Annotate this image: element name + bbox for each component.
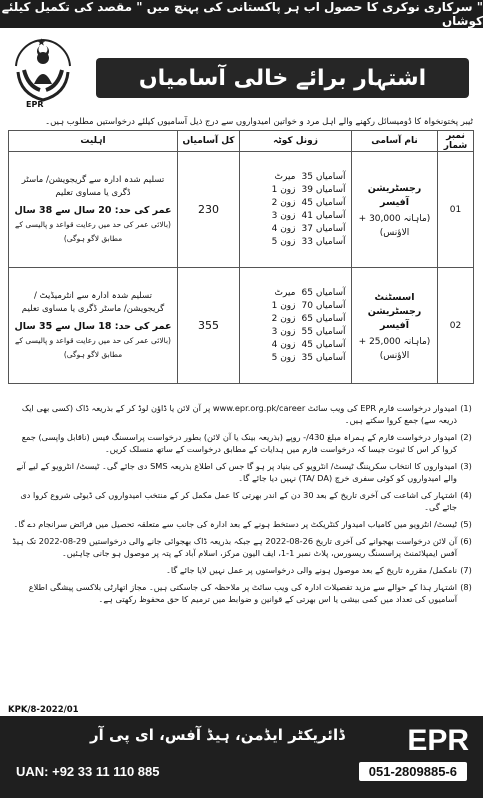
list-item: (1) امیدوار درخواست فارم EPR کی ویب سائٹ www.epr.org.pk/career پر آن لائن یا ڈاؤن لوڈ کر کے بذریعہ ڈاک (کسی بھی ایک ذریعہ سے) جمع کروا سکتے ہیں۔	[21, 403, 472, 425]
list-item: (3) امیدواروں کا انتخاب سکریننگ ٹیسٹ/ انٹرویو کی بنیاد پر ہو گا جس کی اطلاع بذریعہ SMS دی جائے گی۔ ٹیسٹ/ انٹرویو کے لیے آنے والے امیدواروں کو کوئی سفری خرچ (TA/ DA) نہیں دیا جائے گا۔	[16, 461, 472, 483]
row-zonal-quota	[240, 268, 352, 384]
post-salary: (ماہانہ 25,000 +	[358, 336, 431, 347]
row-eligibility	[9, 268, 178, 384]
instructions-list	[8, 402, 475, 610]
footer-address: ڈائریکٹر ایڈمن، ہیڈ آفس، ای پی آر	[90, 726, 345, 744]
eligibility-line: تسلیم شدہ ادارہ سے انٹرمیڈیٹ /	[34, 290, 152, 301]
logo-label: EPR	[26, 100, 44, 109]
uan-number: UAN: +92 33 11 110 885	[16, 763, 160, 779]
row-post-name	[352, 268, 438, 384]
post-title: اسسٹنٹ رجسٹریشن آفیسر	[367, 291, 422, 331]
zone-item: 65 آسامیاں میرٹ	[274, 287, 346, 298]
zone-item: 55 آسامیاں زون 3	[271, 326, 346, 337]
header-zonal-quota: زونل کوٹہ	[240, 131, 352, 152]
row-total: 230	[178, 152, 240, 268]
epr-logo	[10, 36, 76, 106]
intro-text: ٹیبر پختونخواہ کا ڈومیسائل رکھنے والے اہل مرد و خواتین امیدواروں سے درج ذیل آسامیوں کیلئے درخواستیں مطلوب ہیں۔	[45, 117, 473, 127]
footer-contact-bar	[0, 758, 483, 784]
row-eligibility	[9, 152, 178, 268]
post-allowance: الاؤنس)	[379, 350, 410, 361]
list-item: (6) آن لائن درخواست بھجوانے کی آخری تاریخ 26-08-2022 ہے جبکہ بذریعہ ڈاک بھجوائی جانے والی درخواستیں 29-08-2022 تک ہیڈ آفس ایمپلائمنٹ پراسسنگ ریسورس، پلاٹ نمبر 1-1، ایف الیون مرکز، اسلام آباد کے پتہ پر موصول ہو جانی چاہئیں۔	[12, 536, 472, 558]
header-post-name: نام آسامی	[352, 131, 438, 152]
header-total-posts: کل آسامیاں	[178, 131, 240, 152]
footer	[0, 716, 483, 798]
table-row	[9, 268, 474, 384]
post-allowance: الاؤنس)	[379, 227, 410, 238]
zone-item: 41 آسامیاں زون 3	[271, 210, 346, 221]
list-item: (8) اشتہار ہذا کے حوالے سے مزید تفصیلات ادارہ کی ویب سائٹ پر ملاحظہ کی جاسکتی ہیں۔ مجاز اتھارٹی بلاکسی پیشگی اطلاع آسامیوں کی تعداد میں کمی بیشی یا اس بھرتی کے قوانین و ضوابط میں ترمیم کا حق محفوظ رکھتی ہے۔	[28, 582, 472, 604]
table-header-row	[9, 131, 474, 152]
slogan-text: " سرکاری نوکری کا حصول اب ہر پاکستانی کی پہنچ میں " مقصد کی تکمیل کیلئے کوشاں	[1, 0, 483, 28]
zone-item: 45 آسامیاں زون 4	[271, 339, 346, 350]
row-post-name	[352, 152, 438, 268]
header-sno: نمبر شمار	[438, 131, 474, 152]
slogan-bar	[0, 0, 483, 28]
list-item: (4) اشتہار کی اشاعت کی آخری تاریخ کے بعد 30 دن کے اندر بھرتی کا عمل مکمل کر کے منتخب امیدواروں کی ڈیوٹی شروع کروا دی جائے گی۔	[20, 490, 472, 512]
zone-item: 39 آسامیاں زون 1	[271, 184, 346, 195]
age-limit: عمر کی حد: 20 سال سے 38 سال	[14, 204, 172, 216]
row-total: 355	[178, 268, 240, 384]
zone-item: 45 آسامیاں زون 2	[271, 197, 346, 208]
age-note: (بالائی عمر کی حد میں رعایت قواعد و پالیسی کے مطابق لاگو ہوگی)	[15, 335, 171, 359]
zone-item: 33 آسامیاں زون 5	[271, 236, 346, 247]
footer-brand: EPR	[407, 724, 469, 757]
zone-item: 35 آسامیاں میرٹ	[274, 171, 346, 182]
phone-number: 051-2809885-6	[359, 762, 467, 781]
zone-item: 35 آسامیاں زون 5	[271, 352, 346, 363]
vacancies-table	[8, 130, 474, 384]
zone-item: 37 آسامیاں زون 4	[271, 223, 346, 234]
eligibility-line: تسلیم شدہ ادارہ سے گریجویشن/ ماسٹر	[21, 174, 165, 185]
row-sno: 02	[438, 268, 474, 384]
post-title: رجسٹریشن آفیسر	[367, 182, 422, 208]
row-zonal-quota	[240, 152, 352, 268]
list-item: (2) امیدوار درخواست فارم کے ہمراہ مبلغ 430/- روپے (بذریعہ بینک یا آن لائن) بطور درخواست پراسسنگ فیس (ناقابل واپسی) جمع کروا کر اس کا ثبوت جیسا کہ درخواست فارم میں ہدایات کے مطابق درخواست کے ساتھ منسلک کریں۔	[21, 432, 472, 454]
list-item: (5) ٹیسٹ/ انٹرویو میں کامیاب امیدوار کنٹریکٹ پر دستخط ہونے کے بعد ادارہ کی جانب سے متعلقہ تحصیل میں فرائض سرانجام دے گا۔	[13, 519, 472, 529]
list-item: (7) نامکمل/ مقررہ تاریخ کے بعد موصول ہونے والی درخواستوں پر عمل نہیں لایا جائے گا۔	[166, 565, 472, 575]
eligibility-line: ڈگری یا مساوی تعلیم	[55, 187, 131, 198]
ad-title-banner	[96, 58, 469, 98]
post-salary: (ماہانہ 30,000 +	[358, 213, 431, 224]
age-note: (بالائی عمر کی حد میں رعایت قواعد و پالیسی کے مطابق لاگو ہوگی)	[15, 219, 171, 243]
ad-title: اشتہار برائے خالی آسامیاں	[138, 65, 427, 91]
row-sno: 01	[438, 152, 474, 268]
zone-item: 70 آسامیاں زون 1	[271, 300, 346, 311]
table-row	[9, 152, 474, 268]
header-eligibility: اہلیت	[9, 131, 178, 152]
zone-item: 65 آسامیاں زون 2	[271, 313, 346, 324]
reference-number: KPK/8-2022/01	[8, 705, 79, 715]
age-limit: عمر کی حد: 18 سال سے 35 سال	[14, 320, 172, 332]
eligibility-line: گریجویشن/ ماسٹر ڈگری یا مساوی تعلیم	[21, 303, 165, 314]
